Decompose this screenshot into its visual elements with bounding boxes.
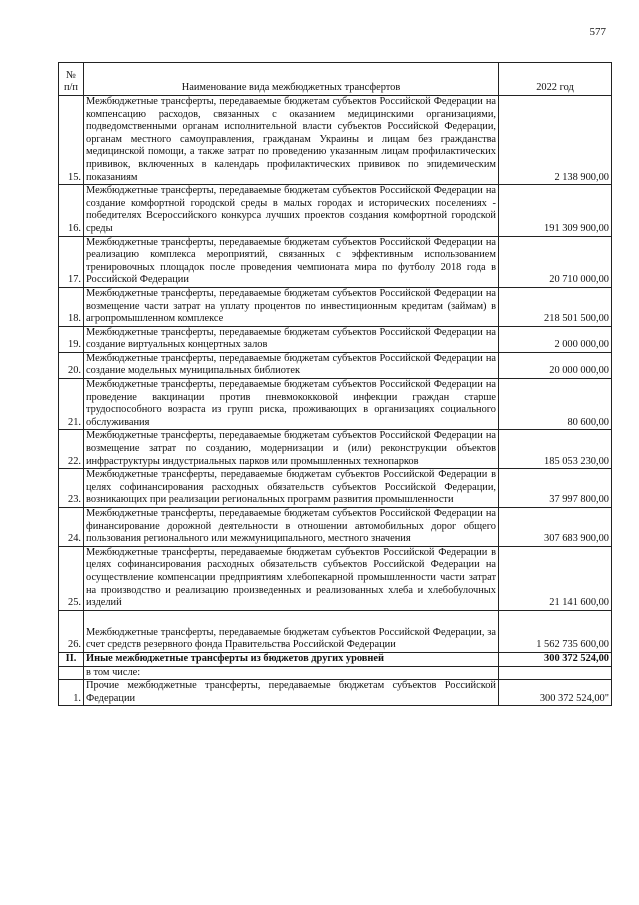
transfers-table (58, 62, 612, 706)
row-name: Межбюджетные трансферты, передаваемые бюджетам субъектов Российской Федерации на создание модельных муниципальных библиотек (84, 352, 499, 378)
table-row (59, 96, 612, 185)
page-number: 577 (589, 26, 606, 38)
row-number: 22. (59, 430, 84, 469)
sub-row (59, 680, 612, 706)
row-name: Межбюджетные трансферты, передаваемые бюджетам субъектов Российской Федерации на финансирование дорожной деятельности в отношении автомобильных дорог общего пользования регионального или межмуниципального, местного значения (84, 508, 499, 547)
row-amount: 80 600,00 (499, 379, 612, 430)
table-row (59, 610, 612, 652)
sub-row-amount: 300 372 524,00" (499, 680, 612, 706)
row-amount: 307 683 900,00 (499, 508, 612, 547)
section-row (59, 652, 612, 666)
sub-row-number: 1. (59, 680, 84, 706)
row-number: 21. (59, 379, 84, 430)
row-name: Межбюджетные трансферты, передаваемые бюджетам субъектов Российской Федерации на создание комфортной городской среды в малых городах и исторических поселениях - победителях Всероссийского конкурса лучших проектов создания комфортной городской среды (84, 185, 499, 236)
row-amount: 2 138 900,00 (499, 96, 612, 185)
row-amount: 37 997 800,00 (499, 469, 612, 508)
row-name: Межбюджетные трансферты, передаваемые бюджетам субъектов Российской Федерации на создание виртуальных концертных залов (84, 326, 499, 352)
row-amount: 1 562 735 600,00 (499, 610, 612, 652)
row-number: 24. (59, 508, 84, 547)
row-number: 18. (59, 287, 84, 326)
table-row (59, 287, 612, 326)
row-number: 17. (59, 236, 84, 287)
section-name: Иные межбюджетные трансферты из бюджетов других уровней (84, 652, 499, 666)
row-number: 26. (59, 610, 84, 652)
header-number: № п/п (59, 63, 84, 96)
sub-row-name: Прочие межбюджетные трансферты, передаваемые бюджетам субъектов Российской Федерации (84, 680, 499, 706)
header-year-2022: 2022 год (499, 63, 612, 96)
row-name: Межбюджетные трансферты, передаваемые бюджетам субъектов Российской Федерации на компенсацию расходов, связанных с оказанием медицинскими организациями, подведомственными органам исполнительной власти субъектов Российской Федерации, органам местного самоуправления, гражданам Украины и лицам без гражданства медицинской помощи, а также затрат по проведению указанным лицам профилактических прививок, включенных в календарь профилактических прививок по эпидемическим показаниям (84, 96, 499, 185)
table-row (59, 508, 612, 547)
table-row (59, 379, 612, 430)
table-row (59, 430, 612, 469)
table-row (59, 352, 612, 378)
table-row (59, 236, 612, 287)
table-row (59, 326, 612, 352)
row-name: Межбюджетные трансферты, передаваемые бюджетам субъектов Российской Федерации на проведение вакцинации против пневмококковой инфекции граждан старше трудоспособного возраста из групп риска, проживающих в организациях социального обслуживания (84, 379, 499, 430)
including-label: в том числе: (84, 666, 499, 680)
row-number: 16. (59, 185, 84, 236)
row-name: Межбюджетные трансферты, передаваемые бюджетам субъектов Российской Федерации в целях софинансирования расходных обязательств субъектов Российской Федерации на осуществление компенсации предприятиям хлебопекарной промышленности части затрат на производство и реализацию произведенных и реализованных хлеба и хлебобулочных изделий (84, 546, 499, 610)
table-header-row (59, 63, 612, 96)
section-amount: 300 372 524,00 (499, 652, 612, 666)
row-number: 15. (59, 96, 84, 185)
row-amount: 20 000 000,00 (499, 352, 612, 378)
row-amount: 20 710 000,00 (499, 236, 612, 287)
section-number: II. (59, 652, 84, 666)
row-number: 23. (59, 469, 84, 508)
row-number: 25. (59, 546, 84, 610)
row-amount: 2 000 000,00 (499, 326, 612, 352)
row-number: 20. (59, 352, 84, 378)
row-name: Межбюджетные трансферты, передаваемые бюджетам субъектов Российской Федерации на возмещение затрат по созданию, модернизации и (или) реконструкции объектов инфраструктуры индустриальных парков или промышленных технопарков (84, 430, 499, 469)
row-amount: 218 501 500,00 (499, 287, 612, 326)
row-name: Межбюджетные трансферты, передаваемые бюджетам субъектов Российской Федерации на реализацию комплекса мероприятий, связанных с эффективным использованием тренировочных площадок после проведения чемпионата мира по футболу 2018 года в Российской Федерации (84, 236, 499, 287)
table-row (59, 185, 612, 236)
row-number: 19. (59, 326, 84, 352)
row-name: Межбюджетные трансферты, передаваемые бюджетам субъектов Российской Федерации на возмещение части затрат на уплату процентов по инвестиционным кредитам (займам) в агропромышленном комплексе (84, 287, 499, 326)
row-amount: 21 141 600,00 (499, 546, 612, 610)
row-amount: 191 309 900,00 (499, 185, 612, 236)
row-name: Межбюджетные трансферты, передаваемые бюджетам субъектов Российской Федерации, за счет средств резервного фонда Правительства Российской Федерации (84, 610, 499, 652)
header-transfer-type: Наименование вида межбюджетных трансфертов (84, 63, 499, 96)
row-name: Межбюджетные трансферты, передаваемые бюджетам субъектов Российской Федерации в целях софинансирования расходных обязательств субъектов Российской Федерации, возникающих при реализации региональных программ развития промышленности (84, 469, 499, 508)
table-row (59, 469, 612, 508)
including-number-cell (59, 666, 84, 680)
row-amount: 185 053 230,00 (499, 430, 612, 469)
table-row (59, 546, 612, 610)
including-amount-cell (499, 666, 612, 680)
including-row (59, 666, 612, 680)
